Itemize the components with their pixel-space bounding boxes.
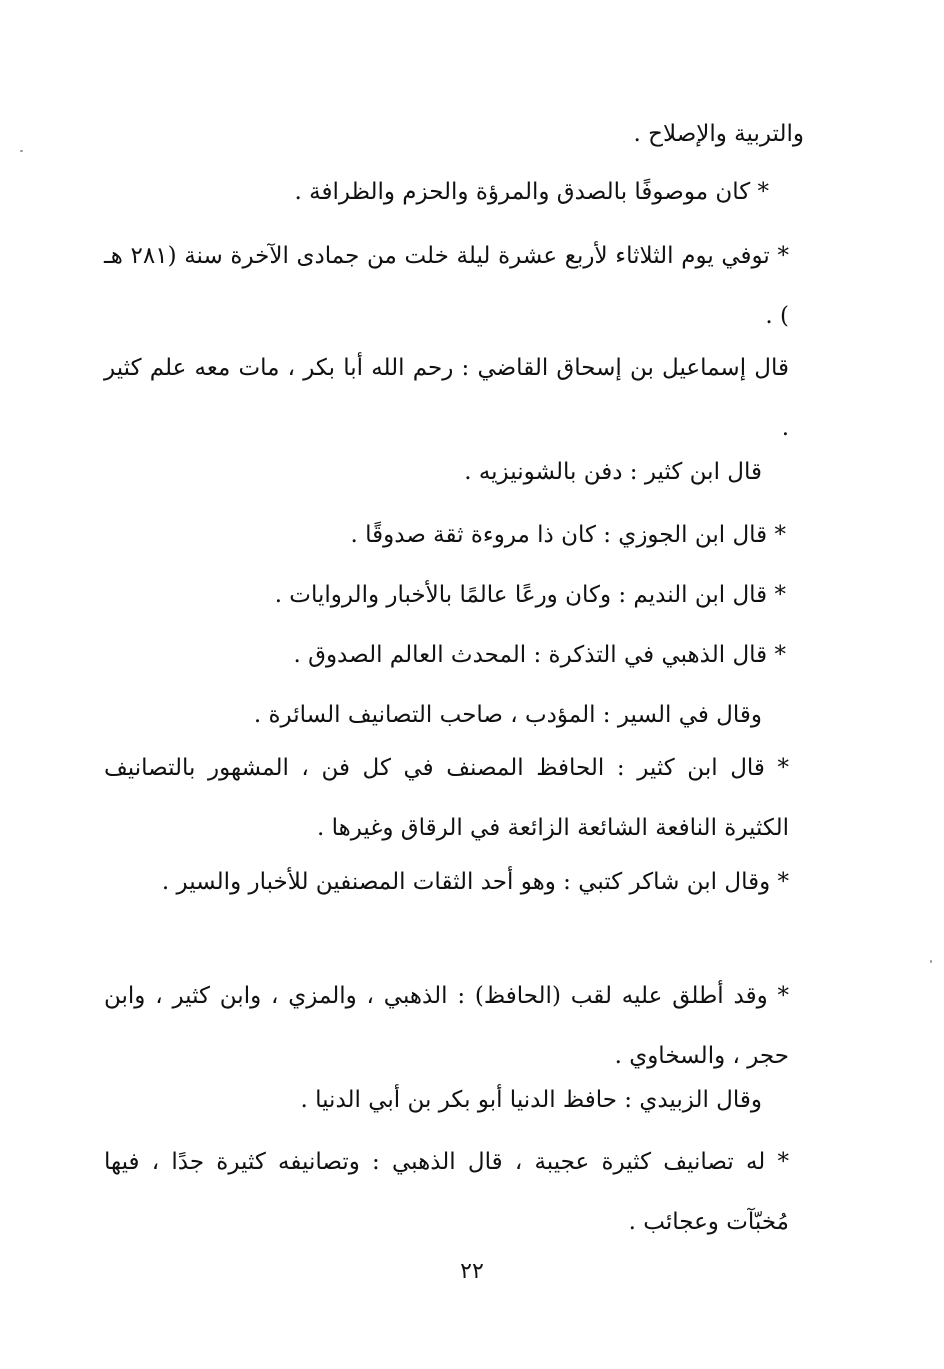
scan-speck <box>20 150 23 152</box>
paragraph-ibn-shakir: * وقال ابن شاكر كتبي : وهو أحد الثقات المصنفين للأخبار والسير . <box>161 869 789 895</box>
paragraph-writings: * له تصانيف كثيرة عجيبة ، قال الذهبي : وتصانيفه كثيرة جدًا ، فيها مُخبّآت وعجائب . <box>104 1149 789 1235</box>
paragraph-death-date: * توفي يوم الثلاثاء لأربع عشرة ليلة خلت من جمادى الآخرة سنة (٢٨١ هـ ) . <box>104 243 789 329</box>
paragraph-ibn-kathir-hafiz: * قال ابن كثير : الحافظ المصنف في كل فن ، المشهور بالتصانيف الكثيرة النافعة الشائعة الزائعة في الرقاق وغيرها . <box>104 755 789 841</box>
paragraph-character-traits: * كان موصوفًا بالصدق والمرؤة والحزم والظرافة . <box>294 179 769 205</box>
paragraph-siyar-quote: وقال في السير : المؤدب ، صاحب التصانيف السائرة . <box>253 702 762 728</box>
paragraph-ibn-alnadim: * قال ابن النديم : وكان ورعًا عالمًا بالأخبار والروايات . <box>274 582 786 608</box>
paragraph-ibn-aljawzi: * قال ابن الجوزي : كان ذا مروءة ثقة صدوقًا . <box>350 522 786 548</box>
paragraph-burial-place: قال ابن كثير : دفن بالشونيزيه . <box>464 459 762 485</box>
paragraph-hafiz-title: * وقد أطلق عليه لقب (الحافظ) : الذهبي ، والمزي ، وابن كثير ، وابن حجر ، والسخاوي . <box>104 983 789 1069</box>
paragraph-zabidi-quote: وقال الزبيدي : حافظ الدنيا أبو بكر بن أبي الدنيا . <box>300 1087 762 1113</box>
scan-speck <box>930 960 932 963</box>
paragraph-education-reform: والتربية والإصلاح . <box>633 121 804 147</box>
paragraph-ismail-quote: قال إسماعيل بن إسحاق القاضي : رحم الله أبا بكر ، مات معه علم كثير . <box>104 355 789 441</box>
paragraph-dhahabi-tadhkira: * قال الذهبي في التذكرة : المحدث العالم الصدوق . <box>293 642 786 668</box>
page-number: ٢٢ <box>460 1259 484 1284</box>
